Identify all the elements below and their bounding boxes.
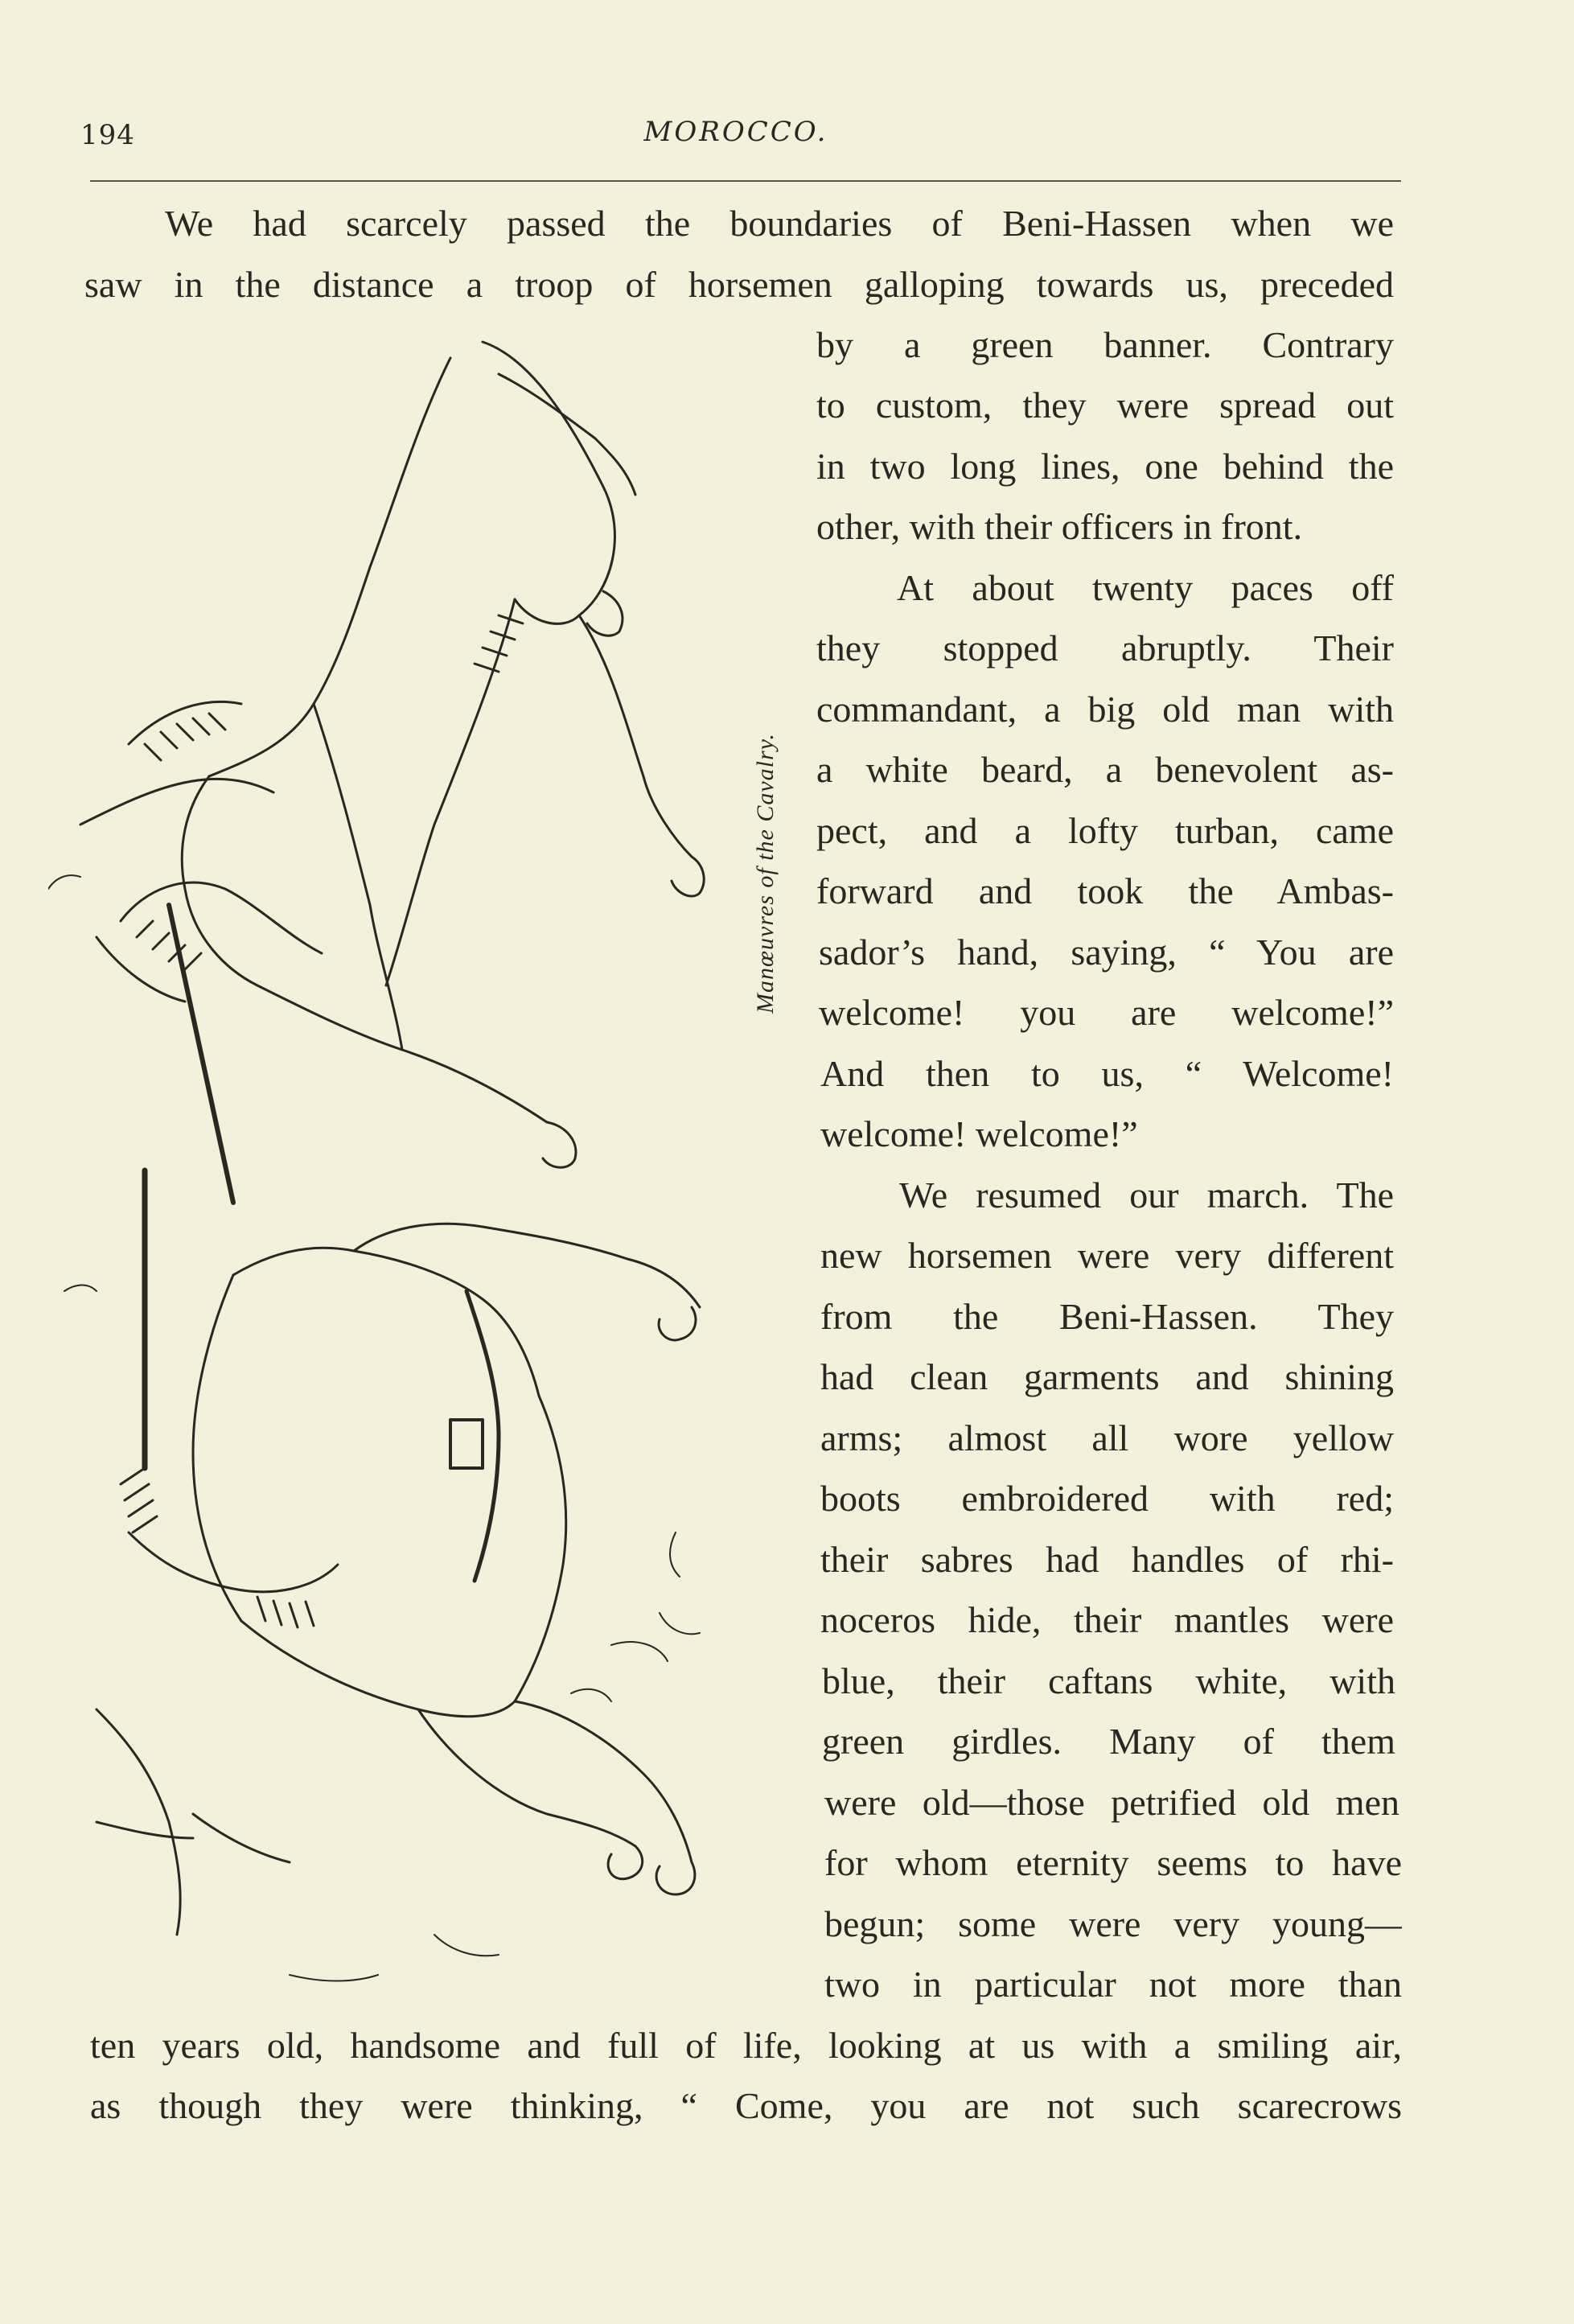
- text-line: pect, and a lofty turban, came: [816, 812, 1394, 851]
- page-number: 194: [80, 119, 135, 151]
- text-line: as though they were thinking, “ Come, you are not such scarecrows: [90, 2087, 1402, 2126]
- figure-caption-text: Manœuvres of the Cavalry.: [752, 733, 779, 1014]
- text-line: ten years old, handsome and full of life, looking at us with a smiling air,: [90, 2027, 1402, 2066]
- text-line: arms; almost all wore yellow: [820, 1420, 1394, 1458]
- text-line: their sabres had handles of rhi-: [820, 1541, 1394, 1580]
- text-line: saw in the distance a troop of horsemen galloping towards us, preceded: [84, 266, 1394, 305]
- text-line: by a green banner. Contrary: [816, 327, 1394, 365]
- text-line: And then to us, “ Welcome!: [820, 1055, 1394, 1094]
- text-line: were old—those petrified old men: [824, 1784, 1399, 1823]
- text-line: begun; some were very young—: [824, 1906, 1402, 1944]
- text-line: other, with their officers in front.: [816, 508, 1303, 547]
- text-line: commandant, a big old man with: [816, 691, 1394, 730]
- text-line: in two long lines, one behind the: [816, 448, 1394, 487]
- text-line: At about twenty paces off: [897, 570, 1394, 608]
- illustration: [48, 326, 716, 2027]
- text-line: two in particular not more than: [824, 1966, 1402, 2005]
- text-line: green girdles. Many of them: [822, 1723, 1395, 1762]
- text-line: to custom, they were spread out: [816, 387, 1394, 426]
- text-line: noceros hide, their mantles were: [820, 1602, 1394, 1640]
- text-line: had clean garments and shining: [820, 1359, 1394, 1397]
- text-line: a white beard, a benevolent as-: [816, 751, 1394, 790]
- text-line: they stopped abruptly. Their: [816, 630, 1394, 668]
- text-line: blue, their caftans white, with: [822, 1663, 1395, 1701]
- text-line: forward and took the Ambas-: [816, 873, 1394, 911]
- cavalry-engraving: [48, 326, 716, 2027]
- text-line: We resumed our march. The: [899, 1177, 1394, 1215]
- text-line: new horsemen were very different: [820, 1237, 1394, 1276]
- text-line: boots embroidered with red;: [820, 1480, 1394, 1519]
- text-line: We had scarcely passed the boundaries of Beni-Hassen when we: [165, 205, 1394, 244]
- text-line: welcome! you are welcome!”: [819, 994, 1394, 1033]
- text-line: from the Beni-Hassen. They: [820, 1298, 1394, 1337]
- text-line: welcome! welcome!”: [820, 1116, 1138, 1154]
- text-line: sador’s hand, saying, “ You are: [819, 934, 1394, 973]
- header-rule: [90, 180, 1401, 182]
- running-head: MOROCCO.: [643, 116, 828, 148]
- text-line: for whom eternity seems to have: [824, 1845, 1402, 1883]
